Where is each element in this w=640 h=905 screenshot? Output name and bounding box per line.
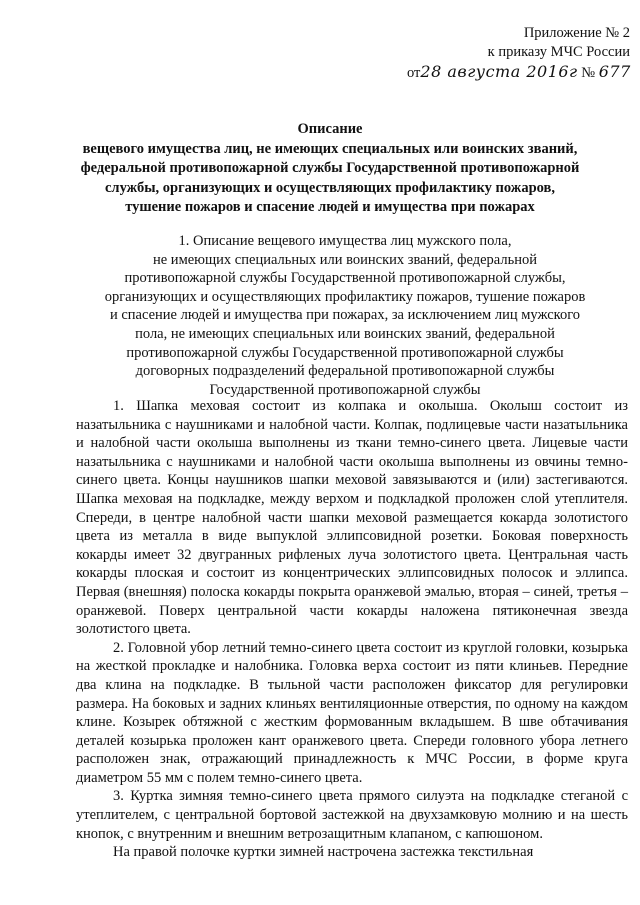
section-line: противопожарной службы Государственной противопожарной службы,: [124, 270, 566, 287]
title-line: федеральной противопожарной службы Государственной противопожарной: [80, 160, 580, 176]
title-line: службы, организующих и осуществляющих профилактику пожаров,: [105, 179, 555, 196]
handwritten-number: 677: [598, 62, 631, 81]
section-heading: [100, 232, 590, 399]
date-prefix: от: [407, 65, 421, 81]
handwritten-date: 28 августа 2016г: [420, 62, 578, 81]
section-line: договорных подразделений федеральной противопожарной службы: [135, 363, 555, 380]
section-line: пола, не имеющих специальных или воинских званий, федеральной: [135, 325, 555, 342]
section-line: Государственной противопожарной службы: [209, 381, 481, 398]
title-line: тушение пожаров и спасение людей и имущества при пожарах: [125, 199, 535, 215]
appendix-label: Приложение № 2: [523, 25, 630, 41]
section-line: противопожарной службы Государственной противопожарной службы: [126, 344, 564, 361]
section-line: не имеющих специальных или воинских званий, федеральной: [152, 251, 537, 268]
document-body: [76, 397, 628, 862]
order-reference: к приказу МЧС России: [487, 44, 630, 60]
appendix-header: [405, 24, 630, 83]
title-line: вещевого имущества лиц, не имеющих специальных или воинских званий,: [82, 140, 578, 157]
number-prefix: №: [581, 65, 596, 81]
paragraph-summer-cap: 2. Головной убор летний темно-синего цвета состоит из круглой головки, козырька на жесткой прокладке и налобника. Головка верха состоит из пяти клиньев. Передние два клина на подкладке. В тыльной части расположен фиксатор для регулировки размера. На боковых и задних клиньях вентиляционные отверстия, по одному на каждом клине. Козырек обтяжной с жестким формованным вкладышем. В шве обтачивания деталей козырька проложен кант оранжевого цвета. Спереди головного убора летнего расположен знак, отражающий принадлежность к МЧС России, в форме круга диаметром 55 мм с полем темно-синего цвета.: [76, 639, 628, 786]
paragraph-fur-hat: 1. Шапка меховая состоит из колпака и околыша. Околыш состоит из назатыльника с наушниками и налобной части. Колпак, подлицевые части назатыльника и налобной части околыша выполнены из ткани темно-синего цвета. Лицевые части назатыльника с наушниками и налобной части околыша выполнены из овчины темно-синего цвета. Концы наушников шапки меховой завязываются и (или) застегиваются. Шапка меховая на подкладке, между верхом и подкладкой проложен слой утеплителя. Спереди, в центре налобной части шапки меховой размещается кокарда золотистого цвета из металла в виде выпуклой эллипсовидной розетки. Боковая поверхность кокарды имеет 32 двугранных рифленых луча золотистого цвета. Центральная часть кокарды плоская и состоит из концентрических эллипсовидных полосок и эллипса. Первая (внешняя) полоска кокарды покрыта оранжевой эмалью, вторая – синей, третья – оранжевой. Поверх центральной части кокарды наложена пятиконечная звезда золотистого цвета.: [76, 398, 628, 638]
section-line: 1. Описание вещевого имущества лиц мужского пола,: [178, 233, 512, 249]
paragraph-winter-jacket: 3. Куртка зимняя темно-синего цвета прямого силуэта на подкладке стеганой с утеплителем, с центральной бортовой застежкой на двухзамковую молнию и на шесть кнопок, с внутренним и внешним ветрозащитным клапаном, с капюшоном.: [76, 788, 628, 842]
section-line: и спасение людей и имущества при пожарах, за исключением лиц мужского: [109, 307, 581, 324]
paragraph-jacket-shelf: На правой полочке куртки зимней настрочена застежка текстильная: [113, 844, 534, 861]
document-title: [60, 120, 600, 218]
title-line: Описание: [297, 121, 363, 137]
section-line: организующих и осуществляющих профилактику пожаров, тушение пожаров: [104, 288, 586, 305]
order-date-number: [405, 62, 630, 83]
